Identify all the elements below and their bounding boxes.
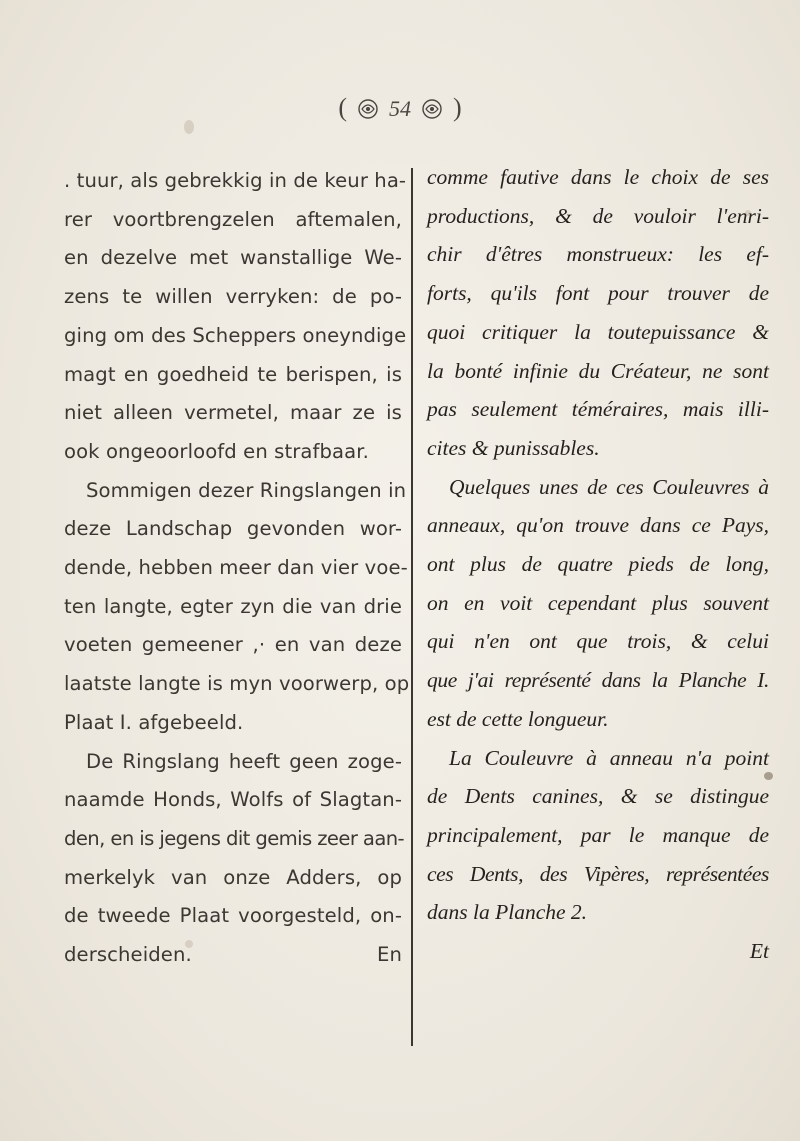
ornament-icon — [421, 98, 443, 120]
text-line: . tuur, als gebrekkig in de keur ha- — [64, 169, 407, 192]
catchword: En — [377, 943, 402, 967]
text-line: magt en goedheid te berispen, is — [64, 362, 402, 386]
text-line: ook ongeoorloofd en strafbaar. — [64, 439, 369, 463]
text-line: niet alleen vermetel, maar ze is — [64, 401, 402, 425]
text-line: que j'ai représenté dans la Planche I. — [427, 668, 769, 693]
text-line: rer voortbrengzelen aftemalen, — [64, 207, 402, 231]
ornament-icon — [357, 98, 379, 120]
page-number: 54 — [389, 96, 411, 121]
catchword: Et — [749, 939, 769, 964]
text-line: forts, qu'ils font pour trouver de — [427, 281, 769, 306]
text-line: quoi critiquer la toutepuissance & — [427, 319, 769, 344]
text-line: Quelques unes de ces Couleuvres à — [449, 474, 769, 499]
text-line: productions, & de vouloir l'enri- — [427, 203, 769, 228]
text-line: den, en is jegens dit gemis zeer aan- — [64, 826, 405, 850]
text-line: est de cette longueur. — [427, 706, 609, 731]
dutch-column — [64, 162, 410, 975]
text-line: dende, hebben meer dan vier voe- — [64, 556, 408, 580]
header-open-paren: ( — [338, 93, 347, 122]
text-line: pas seulement téméraires, mais illi- — [427, 397, 769, 422]
text-line: la bonté infinie du Créateur, ne sont — [427, 358, 769, 383]
text-line: zens te willen verryken: de po- — [64, 285, 402, 309]
french-column — [427, 158, 769, 971]
text-line: naamde Honds, Wolfs of Slagtan- — [64, 788, 402, 812]
text-line: principalement, par le manque de — [427, 822, 769, 847]
text-line: anneaux, qu'on trouve dans ce Pays, — [427, 513, 769, 538]
header-close-paren: ) — [453, 93, 462, 122]
text-line: laatste langte is myn voorwerp, op — [64, 672, 410, 696]
text-line: en dezelve met wanstallige We- — [64, 246, 402, 270]
text-line: de Dents canines, & se distingue — [427, 784, 769, 809]
text-line: ces Dents, des Vipères, représentées — [427, 861, 769, 886]
text-line: De Ringslang heeft geen zoge- — [86, 749, 402, 773]
text-line: ten langte, egter zyn die van drie — [64, 594, 402, 618]
text-line: cites & punissables. — [427, 435, 600, 460]
text-line: Plaat I. afgebeeld. — [64, 710, 244, 734]
text-line: comme fautive dans le choix de ses — [427, 165, 769, 189]
text-line: ging om des Scheppers oneyndige — [64, 323, 407, 347]
text-line: qui n'en ont que trois, & celui — [427, 629, 769, 654]
text-line: chir d'êtres monstrueux: les ef- — [427, 242, 769, 267]
text-line: on en voit cependant plus souvent — [427, 590, 769, 615]
text-line: de tweede Plaat voorgesteld, on- — [64, 904, 402, 928]
last-line — [64, 936, 402, 975]
text-line: La Couleuvre à anneau n'a point — [449, 745, 769, 770]
text-line: ont plus de quatre pieds de long, — [427, 552, 769, 577]
text-line: merkelyk van onze Adders, op — [64, 865, 402, 889]
text-line: deze Landschap gevonden wor- — [64, 517, 402, 541]
text-line: dans la Planche 2. — [427, 900, 588, 925]
page-header — [0, 93, 800, 123]
text-line: voeten gemeener ,· en van deze — [64, 633, 402, 657]
text-line: derscheiden. — [64, 943, 192, 967]
column-divider — [411, 168, 413, 1046]
text-line: Sommigen dezer Ringslangen in — [86, 478, 407, 502]
